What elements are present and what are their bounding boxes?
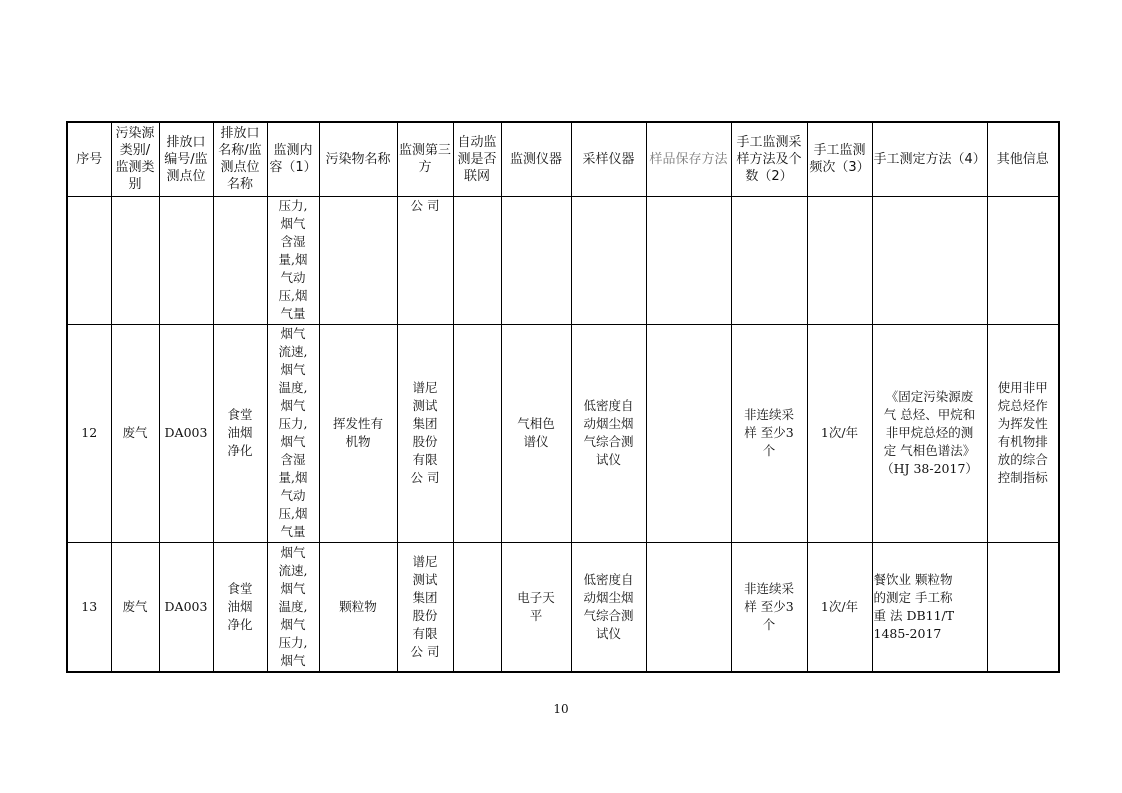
cell-third-party: 公 司 (397, 196, 453, 324)
cell-sampling-instrument: 低密度自 动烟尘烟 气综合测 试仪 (571, 542, 646, 672)
cell-sample-storage (646, 324, 731, 542)
cell-auto-networked (453, 324, 501, 542)
cell-outlet-code (159, 196, 213, 324)
cell-other-info (987, 196, 1059, 324)
cell-monitor-instrument (501, 196, 571, 324)
header-auto-networked: 自动监 测是否 联网 (453, 122, 501, 196)
header-third-party: 监测第三 方 (397, 122, 453, 196)
header-sample-storage: 样品保存方法 (646, 122, 731, 196)
cell-monitor-content: 烟气 流速, 烟气 温度, 烟气 压力, 烟气 (267, 542, 319, 672)
monitoring-table (66, 121, 1060, 673)
cell-third-party: 谱尼 测试 集团 股份 有限 公 司 (397, 542, 453, 672)
cell-pollutant (319, 196, 397, 324)
cell-manual-method (872, 196, 987, 324)
cell-outlet-name: 食堂 油烟 净化 (213, 542, 267, 672)
header-source-type: 污染源 类别/ 监测类 别 (111, 122, 159, 196)
cell-manual-frequency: 1次/年 (807, 542, 872, 672)
cell-auto-networked (453, 542, 501, 672)
cell-pollutant: 挥发性有 机物 (319, 324, 397, 542)
cell-seq: 13 (67, 542, 111, 672)
header-monitor-instrument: 监测仪器 (501, 122, 571, 196)
cell-outlet-code: DA003 (159, 542, 213, 672)
cell-manual-sampling-method: 非连续采 样 至少3 个 (731, 324, 807, 542)
cell-monitor-content: 烟气 流速, 烟气 温度, 烟气 压力, 烟气 含湿 量,烟 气动 压,烟 气量 (267, 324, 319, 542)
header-pollutant: 污染物名称 (319, 122, 397, 196)
cell-source-type (111, 196, 159, 324)
cell-third-party: 谱尼 测试 集团 股份 有限 公 司 (397, 324, 453, 542)
cell-sample-storage (646, 542, 731, 672)
header-outlet-name: 排放口 名称/监 测点位 名称 (213, 122, 267, 196)
cell-manual-method: 餐饮业 颗粒物 的测定 手工称 重 法 DB11/T 1485-2017 (872, 542, 987, 672)
cell-sampling-instrument: 低密度自 动烟尘烟 气综合测 试仪 (571, 324, 646, 542)
cell-outlet-code: DA003 (159, 324, 213, 542)
cell-manual-frequency: 1次/年 (807, 324, 872, 542)
cell-monitor-instrument: 电子天 平 (501, 542, 571, 672)
header-row (67, 122, 1059, 196)
page-number: 10 (553, 702, 569, 716)
cell-pollutant: 颗粒物 (319, 542, 397, 672)
cell-monitor-content: 压力, 烟气 含湿 量,烟 气动 压,烟 气量 (267, 196, 319, 324)
cell-seq: 12 (67, 324, 111, 542)
table-row (67, 542, 1059, 672)
header-sampling-instrument: 采样仪器 (571, 122, 646, 196)
header-monitor-content: 监测内 容（1） (267, 122, 319, 196)
cell-sample-storage (646, 196, 731, 324)
cell-manual-method: 《固定污染源废 气 总烃、甲烷和 非甲烷总烃的测 定 气相色谱法》 （HJ 38-2017） (872, 324, 987, 542)
cell-outlet-name: 食堂 油烟 净化 (213, 324, 267, 542)
header-manual-sampling-method: 手工监测采 样方法及个 数（2） (731, 122, 807, 196)
cell-seq (67, 196, 111, 324)
header-manual-method: 手工测定方法（4） (872, 122, 987, 196)
header-seq: 序号 (67, 122, 111, 196)
cell-source-type: 废气 (111, 542, 159, 672)
cell-sampling-instrument (571, 196, 646, 324)
header-outlet-code: 排放口 编号/监 测点位 (159, 122, 213, 196)
cell-outlet-name (213, 196, 267, 324)
table-row (67, 196, 1059, 324)
cell-source-type: 废气 (111, 324, 159, 542)
cell-other-info: 使用非甲 烷总烃作 为挥发性 有机物排 放的综合 控制指标 (987, 324, 1059, 542)
header-other-info: 其他信息 (987, 122, 1059, 196)
cell-manual-frequency (807, 196, 872, 324)
cell-monitor-instrument: 气相色 谱仪 (501, 324, 571, 542)
header-manual-frequency: 手工监测 频次（3） (807, 122, 872, 196)
cell-auto-networked (453, 196, 501, 324)
cell-manual-sampling-method: 非连续采 样 至少3 个 (731, 542, 807, 672)
cell-other-info (987, 542, 1059, 672)
table-row (67, 324, 1059, 542)
cell-manual-sampling-method (731, 196, 807, 324)
